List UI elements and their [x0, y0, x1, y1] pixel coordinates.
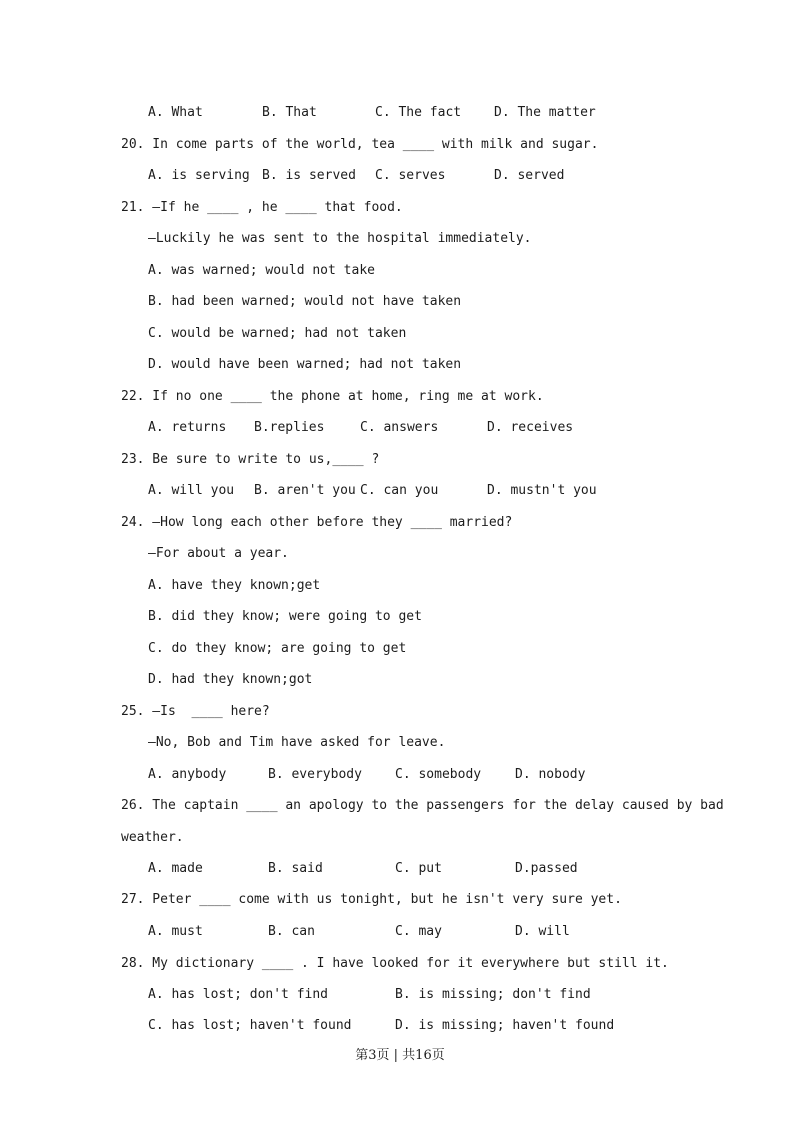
question-line: A. was warned; would not take	[148, 263, 375, 278]
question-stem: 21. —If he ____ , he ____ that food.	[121, 200, 403, 215]
answer-option: D. served	[494, 168, 565, 183]
page-footer: 第3页 | 共16页	[355, 1048, 445, 1063]
question-line: A. have they known;get	[148, 578, 321, 593]
answer-option: B. is missing; don't find	[395, 987, 591, 1002]
question-stem: 23. Be sure to write to us,____ ?	[121, 452, 380, 467]
option-row	[0, 859, 800, 879]
question-stem: 26. The captain ____ an apology to the passengers for the delay caused by bad	[121, 798, 724, 813]
answer-option: C. may	[395, 924, 442, 939]
question-line: D. had they known;got	[148, 672, 313, 687]
answer-option: C. The fact	[375, 105, 462, 120]
answer-option: A. returns	[148, 420, 227, 435]
option-row	[0, 103, 800, 123]
question-line: —No, Bob and Tim have asked for leave.	[148, 735, 446, 750]
answer-option: A. made	[148, 861, 203, 876]
question-stem: 22. If no one ____ the phone at home, ring me at work.	[121, 389, 544, 404]
question-stem: 20. In come parts of the world, tea ____ with milk and sugar.	[121, 137, 599, 152]
answer-option: C. answers	[360, 420, 439, 435]
answer-option: B. That	[262, 105, 317, 120]
answer-option: B. aren't you	[254, 483, 356, 498]
question-line: C. do they know; are going to get	[148, 641, 407, 656]
question-stem: 24. —How long each other before they ____ married?	[121, 515, 513, 530]
answer-option: D. The matter	[494, 105, 596, 120]
answer-option: D. receives	[487, 420, 574, 435]
question-line: D. would have been warned; had not taken	[148, 357, 462, 372]
question-stem: 28. My dictionary ____ . I have looked for it everywhere but still it.	[121, 956, 669, 971]
answer-option: D. will	[515, 924, 570, 939]
answer-option: D. nobody	[515, 767, 586, 782]
answer-option: C. serves	[375, 168, 446, 183]
question-line: B. did they know; were going to get	[148, 609, 422, 624]
answer-option: C. somebody	[395, 767, 482, 782]
question-line: C. would be warned; had not taken	[148, 326, 407, 341]
answer-option: C. put	[395, 861, 442, 876]
question-line: —Luckily he was sent to the hospital immediately.	[148, 231, 532, 246]
option-row	[0, 481, 800, 501]
question-stem: 27. Peter ____ come with us tonight, but he isn't very sure yet.	[121, 892, 622, 907]
answer-option: A. must	[148, 924, 203, 939]
answer-option: A. has lost; don't find	[148, 987, 329, 1002]
answer-option: B.replies	[254, 420, 325, 435]
answer-option: D. mustn't you	[487, 483, 597, 498]
answer-option: B. is served	[262, 168, 356, 183]
option-row	[0, 765, 800, 785]
answer-option: B. said	[268, 861, 323, 876]
answer-option: A. will you	[148, 483, 235, 498]
option-row	[0, 922, 800, 942]
answer-option: D.passed	[515, 861, 578, 876]
answer-option: A. is serving	[148, 168, 250, 183]
answer-option: A. anybody	[148, 767, 227, 782]
question-line: B. had been warned; would not have taken	[148, 294, 462, 309]
question-line: —For about a year.	[148, 546, 289, 561]
question-stem: weather.	[121, 830, 184, 845]
answer-option: A. What	[148, 105, 203, 120]
option-row	[0, 418, 800, 438]
option-row	[0, 985, 800, 1005]
answer-option: B. everybody	[268, 767, 362, 782]
answer-option: C. can you	[360, 483, 439, 498]
answer-option: B. can	[268, 924, 315, 939]
answer-option: C. has lost; haven't found	[148, 1018, 352, 1033]
option-row	[0, 166, 800, 186]
option-row	[0, 1016, 800, 1036]
question-stem: 25. —Is ____ here?	[121, 704, 270, 719]
answer-option: D. is missing; haven't found	[395, 1018, 615, 1033]
